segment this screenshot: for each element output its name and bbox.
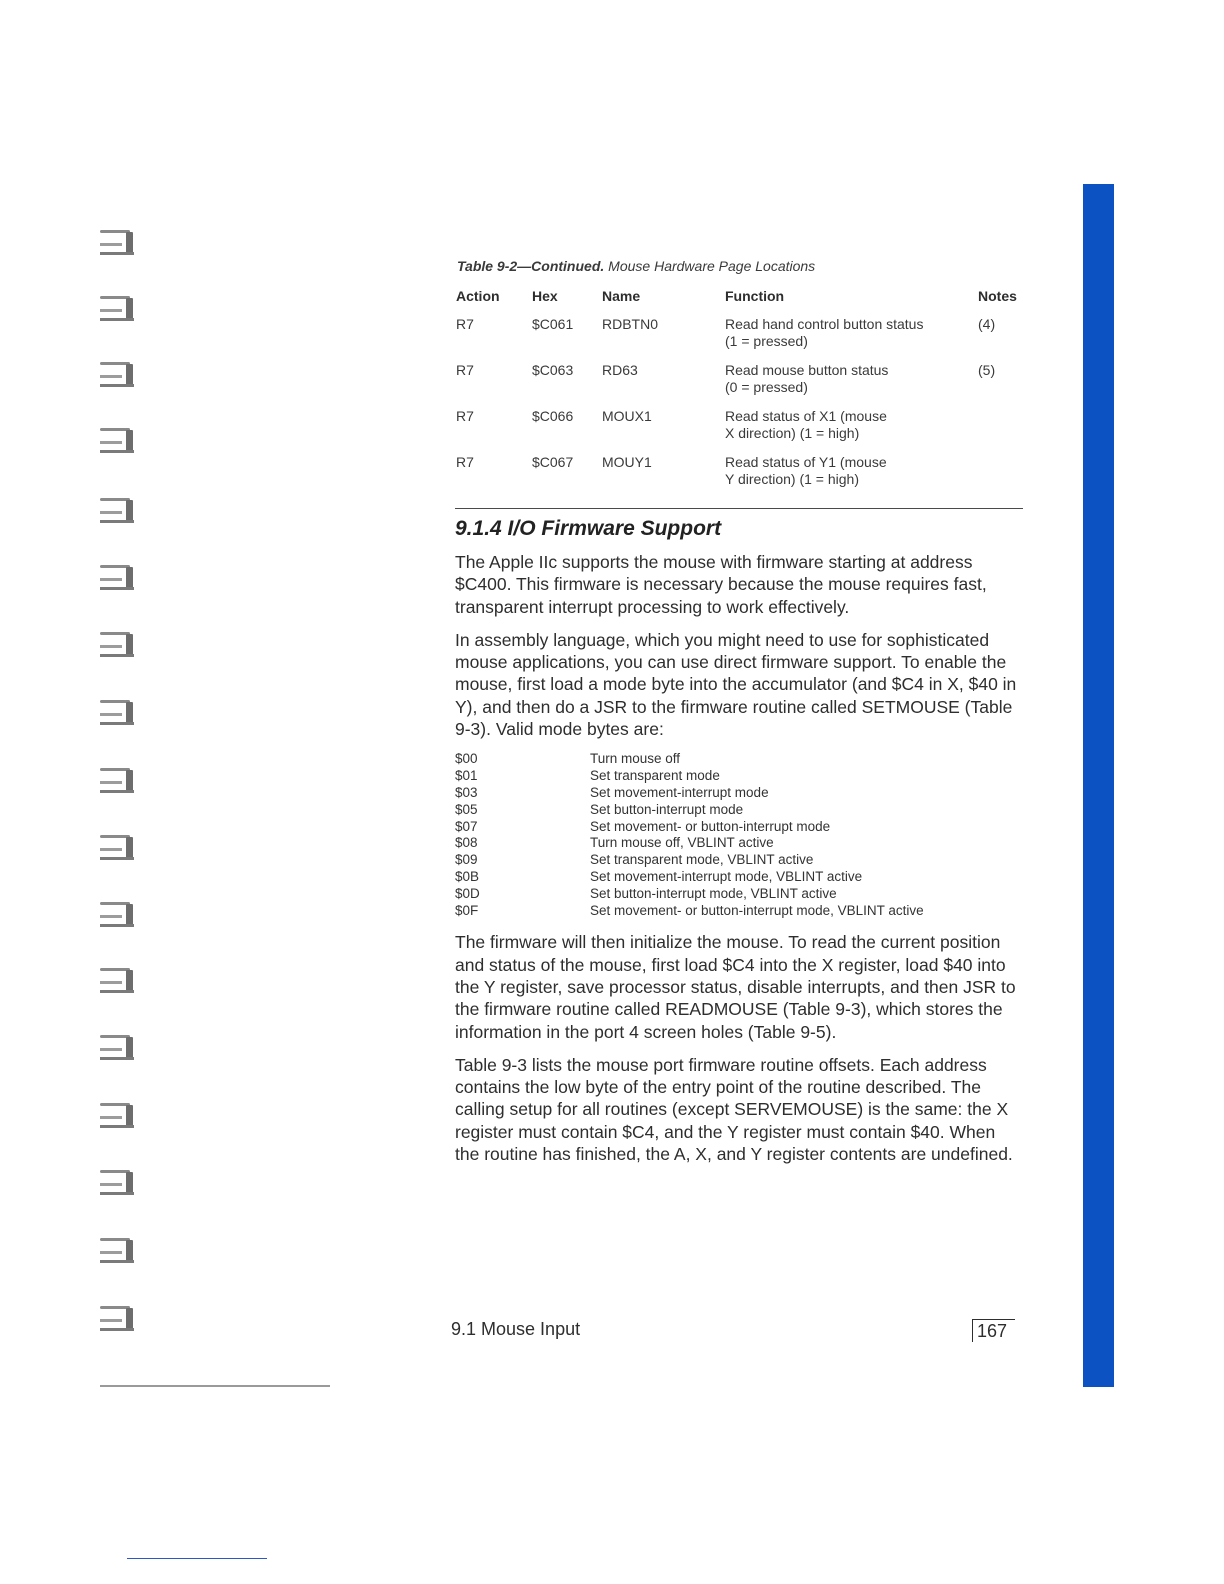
mode-desc: Set button-interrupt mode: [590, 801, 744, 817]
caption-label: Table 9-2—Continued.: [457, 258, 605, 274]
mode-desc: Set movement- or button-interrupt mode, VBLINT active: [590, 902, 924, 918]
cell-action: R7: [456, 316, 474, 332]
list-item: [455, 785, 924, 802]
mode-code: $01: [455, 768, 478, 784]
section-heading: 9.1.4 I/O Firmware Support: [455, 517, 722, 540]
list-item: [455, 768, 924, 785]
paragraph: Table 9-3 lists the mouse port firmware routine offsets. Each address contains the low byte of the entry point of the routine described. The calling setup for all routines (except SERVEMOUSE) is the same: the X register must contain $C4, and the Y register must contain $40. When the routine has finished, the A, X, and Y register contents are undefined.: [455, 1054, 1013, 1165]
mode-desc: Set button-interrupt mode, VBLINT active: [590, 885, 837, 901]
chapter-tab: [1083, 184, 1114, 1387]
function-line: Y direction) (1 = high): [725, 471, 859, 487]
cell-action: R7: [456, 454, 474, 470]
cell-name: RD63: [602, 362, 638, 378]
header-function: Function: [725, 288, 785, 304]
cell-name: MOUX1: [602, 408, 652, 424]
list-item: [455, 869, 924, 886]
footer-section-title: 9.1 Mouse Input: [451, 1319, 581, 1339]
paragraph: In assembly language, which you might need to use for sophisticated mouse applications, you can use direct firmware support. To enable the mouse, first load a mode byte into the accumulator (and $C4 in X, $40 in Y), and then do a JSR to the firmware routine called SETMOUSE (Table 9-3). Valid mode bytes are:: [455, 629, 1017, 740]
caption-title: Mouse Hardware Page Locations: [608, 258, 816, 274]
cell-function: [724, 362, 977, 408]
mode-desc: Turn mouse off, VBLINT active: [590, 835, 774, 851]
binding-ring: [98, 288, 142, 328]
list-item: [455, 886, 924, 903]
cell-function: [724, 454, 977, 500]
table-header-row: [455, 288, 1021, 316]
header-notes: Notes: [978, 288, 1017, 304]
mode-code: $08: [455, 835, 478, 851]
header-hex: Hex: [532, 288, 558, 304]
header-name: Name: [602, 288, 641, 304]
cell-notes: (5): [978, 362, 996, 378]
binding-ring: [98, 692, 142, 732]
table-row: [455, 316, 1021, 362]
mode-desc: Turn mouse off: [590, 751, 681, 767]
function-line: X direction) (1 = high): [725, 425, 860, 441]
function-line: (0 = pressed): [725, 379, 808, 395]
binding-ring: [98, 624, 142, 664]
cell-notes: [977, 454, 1021, 500]
list-item: [455, 819, 924, 836]
mode-desc: Set movement-interrupt mode: [590, 784, 769, 800]
binding-ring: [98, 1027, 142, 1067]
mode-desc: Set movement-interrupt mode, VBLINT active: [590, 868, 863, 884]
list-item: [455, 903, 924, 920]
function-line: Read mouse button status: [725, 362, 889, 378]
table-row: [455, 454, 1021, 500]
binding-ring: [98, 557, 142, 597]
binding-ring: [98, 894, 142, 934]
mode-byte-list: [455, 751, 924, 919]
list-item: [455, 802, 924, 819]
paragraph: The firmware will then initialize the mouse. To read the current position and status of the mouse, first load $C4 into the X register, load $40 into the Y register, save processor status, disable interrupts, and then JSR to the firmware routine called READMOUSE (Table 9-3), which stores the information in the port 4 screen holes (Table 9-5).: [455, 932, 1016, 1042]
binding-ring: [98, 1230, 142, 1270]
mode-code: $03: [455, 784, 478, 800]
mode-desc: Set transparent mode: [590, 768, 720, 784]
binding-ring: [98, 222, 142, 262]
binding-ring: [98, 960, 142, 1000]
page-edge-line: [100, 1385, 330, 1387]
table-row: [455, 362, 1021, 408]
cell-hex: $C066: [532, 408, 574, 424]
binding-ring: [98, 1162, 142, 1202]
page-number: 167: [972, 1319, 1015, 1342]
table-caption: [457, 258, 1023, 274]
mode-code: $0D: [455, 885, 480, 901]
cell-hex: $C067: [532, 454, 574, 470]
mode-code: $09: [455, 852, 478, 868]
list-item: [455, 852, 924, 869]
cell-notes: (4): [978, 316, 996, 332]
paragraph: The Apple IIc supports the mouse with firmware starting at address $C400. This firmware is necessary because the mouse requires fast, transparent interrupt processing to work effectively.: [455, 552, 987, 617]
mode-code: $05: [455, 801, 478, 817]
mode-code: $00: [455, 751, 478, 767]
function-line: Read status of X1 (mouse: [725, 408, 887, 424]
cell-name: RDBTN0: [602, 316, 659, 332]
binding-ring: [98, 1298, 142, 1338]
cell-hex: $C063: [532, 362, 574, 378]
section-divider: [455, 508, 1023, 509]
cell-name: MOUY1: [602, 454, 652, 470]
function-line: Read hand control button status: [725, 316, 924, 332]
binding-ring: [98, 420, 142, 460]
header-action: Action: [456, 288, 500, 304]
table-row: [455, 408, 1021, 454]
list-item: [455, 751, 924, 768]
binding-ring: [98, 760, 142, 800]
page-content: [455, 258, 1023, 1176]
mode-code: $07: [455, 818, 478, 834]
cell-action: R7: [456, 408, 474, 424]
mode-code: $0B: [455, 868, 480, 884]
hardware-table: [455, 288, 1021, 500]
mode-code: $0F: [455, 902, 479, 918]
binding-ring: [98, 1095, 142, 1135]
cell-hex: $C061: [532, 316, 574, 332]
binding-ring: [98, 827, 142, 867]
list-item: [455, 835, 924, 852]
mode-desc: Set transparent mode, VBLINT active: [590, 852, 814, 868]
cell-function: [724, 408, 977, 454]
cell-action: R7: [456, 362, 474, 378]
binding-ring: [98, 354, 142, 394]
mode-desc: Set movement- or button-interrupt mode: [590, 818, 831, 834]
cell-function: [724, 316, 977, 362]
binding-ring: [98, 490, 142, 530]
function-line: (1 = pressed): [725, 333, 808, 349]
function-line: Read status of Y1 (mouse: [725, 454, 887, 470]
spiral-binding: [98, 222, 142, 1342]
cell-notes: [977, 408, 1021, 454]
scan-edge-line: [127, 1558, 267, 1559]
page-footer: [451, 1317, 1017, 1343]
